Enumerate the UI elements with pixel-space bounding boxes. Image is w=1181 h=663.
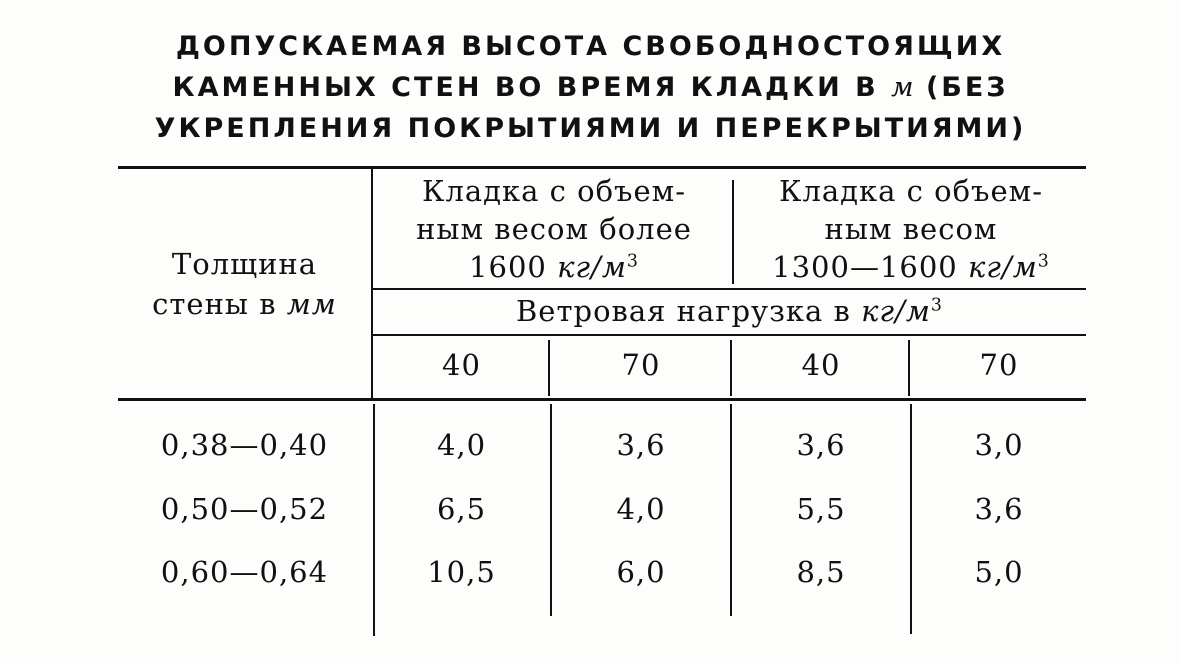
group-1-value: 1600 xyxy=(469,250,547,284)
group-1-unit: кг/м xyxy=(557,250,627,284)
header-bottom-rule xyxy=(118,398,1086,401)
wind-load-text: Ветровая нагрузка в xyxy=(516,294,851,328)
group-1-sup: 3 xyxy=(626,251,639,272)
thickness-header-text: стены в xyxy=(152,287,277,321)
title-line-1: ДОПУСКАЕМАЯ ВЫСОТА СВОБОДНОСТОЯЩИХ xyxy=(175,31,1006,62)
title-line-2 xyxy=(0,67,1181,108)
table-row-1-thickness: 0,38—0,40 xyxy=(160,428,329,462)
table-row-3-thickness: 0,60—0,64 xyxy=(160,555,329,589)
sub-header-2: 70 xyxy=(621,348,661,382)
group-1-line-2: ным весом более xyxy=(416,212,692,246)
title-line-3: УКРЕПЛЕНИЯ ПОКРЫТИЯМИ И ПЕРЕКРЫТИЯМИ) xyxy=(154,113,1027,144)
group-2-line-2: ным весом xyxy=(824,212,998,246)
table-row-2-cell-4: 3,6 xyxy=(974,492,1024,526)
title-line-2-text: КАМЕННЫХ СТЕН ВО ВРЕМЯ КЛАДКИ В xyxy=(172,72,879,103)
table-row-1-cell-4: 3,0 xyxy=(974,428,1024,462)
table-row-3-cell-3: 8,5 xyxy=(796,555,846,589)
group-divider xyxy=(732,180,734,284)
title-line-2-end: (БЕЗ xyxy=(925,72,1009,103)
table-row-2-cell-1: 6,5 xyxy=(436,492,487,526)
thickness-unit: мм xyxy=(286,287,337,321)
wind-load-sup: 3 xyxy=(930,295,943,316)
table-title xyxy=(0,26,1181,149)
table-row-1-cell-2: 3,6 xyxy=(616,428,666,462)
table-row-1-cell-3: 3,6 xyxy=(796,428,846,462)
table-row-3-cell-2: 6,0 xyxy=(616,555,666,589)
table-row-3-cell-1: 10,5 xyxy=(427,555,496,589)
title-unit: м xyxy=(891,72,914,103)
table-row-1-cell-1: 4,0 xyxy=(436,428,487,462)
group-1-header xyxy=(378,172,730,286)
group-rule xyxy=(373,288,1086,290)
wind-load-header xyxy=(373,291,1086,331)
wind-rule xyxy=(373,334,1086,336)
sub-header-4: 70 xyxy=(979,348,1019,382)
table-row-2-cell-2: 4,0 xyxy=(616,492,666,526)
thickness-header-line-1: Толщина xyxy=(171,247,318,281)
sub-header-1: 40 xyxy=(442,348,481,382)
group-1-line-1: Кладка с объем- xyxy=(422,174,686,208)
table-row-2-thickness: 0,50—0,52 xyxy=(160,492,329,526)
top-rule xyxy=(118,166,1086,169)
group-2-line-1: Кладка с объем- xyxy=(779,174,1043,208)
sub-header-3: 40 xyxy=(801,348,841,382)
table-row-3-cell-4: 5,0 xyxy=(974,555,1024,589)
table-row-2-cell-3: 5,5 xyxy=(796,492,846,526)
group-2-header xyxy=(736,172,1086,286)
wind-load-unit: кг/м xyxy=(861,294,931,328)
group-1-line-3 xyxy=(378,248,730,286)
thickness-header-line-2 xyxy=(118,284,371,324)
group-2-sup: 3 xyxy=(1037,251,1050,272)
thickness-header xyxy=(118,244,371,324)
group-2-value: 1300—1600 xyxy=(772,250,958,284)
group-2-line-3 xyxy=(736,248,1086,286)
group-2-unit: кг/м xyxy=(967,250,1038,284)
